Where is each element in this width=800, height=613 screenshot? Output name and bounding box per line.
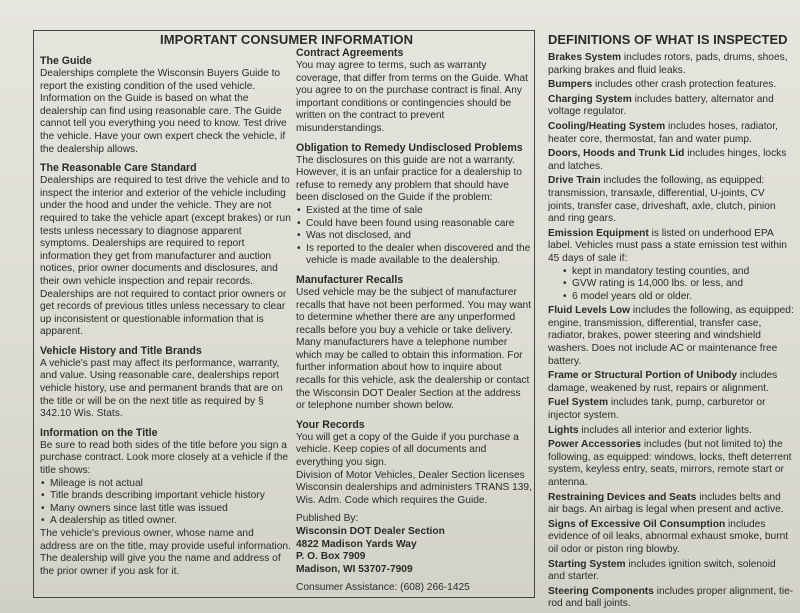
definition-item [548,148,794,173]
section-col1-2 [40,345,292,421]
definition-item [548,519,794,557]
definition-item [548,52,794,77]
section-col2-3 [296,419,532,508]
publisher-line: 4822 Madison Yards Way [296,538,417,550]
definition-item [548,425,794,438]
section-heading: Contract Agreements [296,47,404,59]
section-heading: The Guide [40,55,92,67]
definition-item [548,492,794,517]
definition-term: Brakes System [548,52,622,63]
section-col2-0 [296,47,532,136]
definition-term: Power Accessories [548,439,642,451]
definition-desc: includes (but not limited to) the following, as equipped: windows, locks, theft deterrent system, keyless entry, seats, mirrors, remote start or antenna. [548,439,792,488]
definition-term: Frame or Structural Portion of Unibody [548,370,738,382]
definition-term: Charging System [548,93,632,105]
definition-desc: includes tank, pump, carburetor or injector system. [548,397,766,422]
bullet-item: • A dealership as titled owner. [40,515,292,528]
definition-desc: includes hoses, radiator, heater core, thermostat, fan and water pump. [548,120,778,145]
definition-item [548,121,794,146]
definition-item [548,439,794,489]
publisher-block [296,513,532,595]
section-col1-0 [40,55,292,156]
definition-term: Doors, Hoods and Trunk Lid [548,148,685,160]
section-col1-3 [40,427,292,579]
section-text: You will get a copy of the Guide if you purchase a vehicle. Keep copies of all documents and everything you sign. [296,431,519,469]
bullet-list [548,266,794,304]
definition-term: Drive Train [548,175,601,187]
definition-item [548,79,794,92]
definition-item [548,305,794,368]
section-col1-1 [40,162,292,339]
section-text: The disclosures on this guide are not a warranty. However, it is an unfair practice for a dealership to refuse to remedy any problem that should have been disclosed on the Guide if the problem: [296,154,522,204]
definition-item [548,175,794,225]
section-text: Dealerships are required to test drive the vehicle and to inspect the interior and exterior of the vehicle including under the hood and under the vehicle. They are not required to take the vehicle apart (except brakes) or run tests unless necessary to diagnose apparent symptoms. Dealerships are required to report information they get from manufacturer and auction notices, prior owner documents and disclosures, and their own vehicle inspection and repair records. Dealerships are not required to contact prior owners or get records of previous titles unless necessary to clear up inconsistent or questionable information that is apparent. [40,175,291,338]
definition-term: Emission Equipment [548,227,649,239]
section-heading: The Reasonable Care Standard [40,162,197,175]
definition-desc: includes all interior and exterior lights. [581,424,752,436]
section-text: Be sure to read both sides of the title before you sign a purchase contract. Look more closely at a vehicle if the title shows: [40,439,289,477]
publisher-line: Wisconsin DOT Dealer Section [296,526,445,537]
definition-desc: includes proper alignment, tie-rod and ball joints. [548,585,794,610]
definition-term: Lights [548,424,579,436]
definition-item [548,397,794,422]
definition-term: Bumpers [548,79,593,91]
section-text: A vehicle's past may affect its performance, warranty, and value. Using reasonable care, dealerships report vehicle history, use and permanent brands that are on the title or will be on the next title as required by § 342.10 Wis. Stats. [40,357,283,420]
section-col2-2 [296,274,532,413]
definition-term: Restraining Devices and Seats [548,491,697,503]
bullet-item: • Mileage is not actual [40,478,292,491]
definition-desc: includes the following, as equipped: transmission, transaxle, differential, U-joints, CV joints, transfer case, driveshaft, axle, clutch, pinion and ring gears. [548,175,776,225]
definition-item [548,559,794,584]
definition-term: Starting System [548,558,626,570]
bullet-item: • Could have been found using reasonable care [296,218,532,231]
section-text: You may agree to terms, such as warranty coverage, that differ from terms on the Guide. What you agree to on the purchase contract is final. Any important conditions or contingencies should be written on the contract to prevent misunderstandings. [296,60,528,134]
definition-term: Signs of Excessive Oil Consumption [548,518,726,530]
section-heading: Obligation to Remedy Undisclosed Problems [296,141,523,154]
definition-item [548,586,794,611]
consumer-assistance: Consumer Assistance: (608) 266-1425 [296,582,470,594]
section-col2-1 [296,142,532,268]
definition-term: Fluid Levels Low [548,305,631,317]
section-heading: Information on the Title [40,426,158,439]
definition-desc: includes ignition switch, solenoid and starter. [548,558,776,583]
definition-desc: includes damage, weakened by rust, repairs or alignment. [548,370,778,394]
bullet-item: • GVW rating is 14,000 lbs. or less, and [562,278,794,291]
column-definitions [548,52,794,613]
bullet-item: • Was not disclosed, and [296,230,532,243]
bullet-item: • 6 model years old or older. [562,291,794,304]
bullet-item: • Is reported to the dealer when discovered and the vehicle is made available to the dealership. [296,243,532,268]
publisher-line: P. O. Box 7909 [296,551,366,563]
definition-desc: includes other crash protection features. [595,79,777,91]
definition-term: Cooling/Heating System [548,120,666,132]
definition-desc: is listed on underhood EPA label. Vehicles must pass a state emission test within 45 days of sale if: [548,227,787,264]
definition-term: Fuel System [548,397,609,409]
bullet-list [296,205,532,268]
publisher-label: Published By: [296,513,359,525]
bullet-list [40,478,292,528]
bullet-item: • kept in mandatory testing counties, and [562,266,794,279]
definition-item [548,94,794,119]
definition-desc: includes evidence of oil leaks, abnormal exhaust smoke, burnt oil odor or piston ring blowby. [548,518,789,555]
section-text: Dealerships complete the Wisconsin Buyers Guide to report the existing condition of the used vehicle. Information on the Guide is based on what the dealership can find using reasonable care. The Guide cannot tell you everything you need to know. Test drive the vehicle. Have your own expert check the vehicle, if the dealership allows. [40,68,287,155]
section-text: Used vehicle may be the subject of manufacturer recalls that have not been performed. You may want to determine whether there are any unperformed recalls before you buy a vehicle or take delivery. Many manufacturers have a telephone number which may be called to obtain this information. For further information about how to inquire about recalls for this vehicle, ask the dealership or contact the Wisconsin DOT Dealer Section at the address or telephone number shown below. [296,286,532,412]
definition-item [548,228,794,304]
section-text: The vehicle's previous owner, whose name and address are on the title, may provide useful information. The dealership will give you the name and address of the prior owner if you ask for it. [40,528,291,577]
definition-desc: includes battery, alternator and voltage regulator. [548,93,774,118]
bullet-item: • Many owners since last title was issued [40,503,292,516]
bullet-item: • Title brands describing important vehicle history [40,490,292,503]
section-heading: Manufacturer Recalls [296,273,404,286]
definitions-title: DEFINITIONS OF WHAT IS INSPECTED [548,32,788,47]
page-title: IMPORTANT CONSUMER INFORMATION [160,32,414,47]
bullet-item: • Existed at the time of sale [296,205,532,218]
section-text: Division of Motor Vehicles, Dealer Section licenses Wisconsin dealerships and administers TRANS 139, Wis. Adm. Code which requires the Guide. [296,469,532,506]
definition-desc: includes hinges, locks and latches. [548,148,787,172]
definition-desc: includes the following, as equipped: engine, transmission, differential, transfer case, radiator, brakes, power steering and windshield washers. Does not include AC or maintenance free battery. [548,305,794,367]
column-left [40,55,292,584]
section-heading: Your Records [296,418,365,431]
publisher-line: Madison, WI 53707-7909 [296,563,413,575]
section-heading: Vehicle History and Title Brands [40,344,202,357]
column-middle [296,47,532,595]
definition-desc: includes rotors, pads, drums, shoes, parking brakes and fluid leaks. [548,52,788,76]
definition-item [548,370,794,395]
definition-term: Steering Components [548,585,654,597]
definition-desc: includes belts and air bags. An airbag is legal when present and active. [548,491,784,516]
